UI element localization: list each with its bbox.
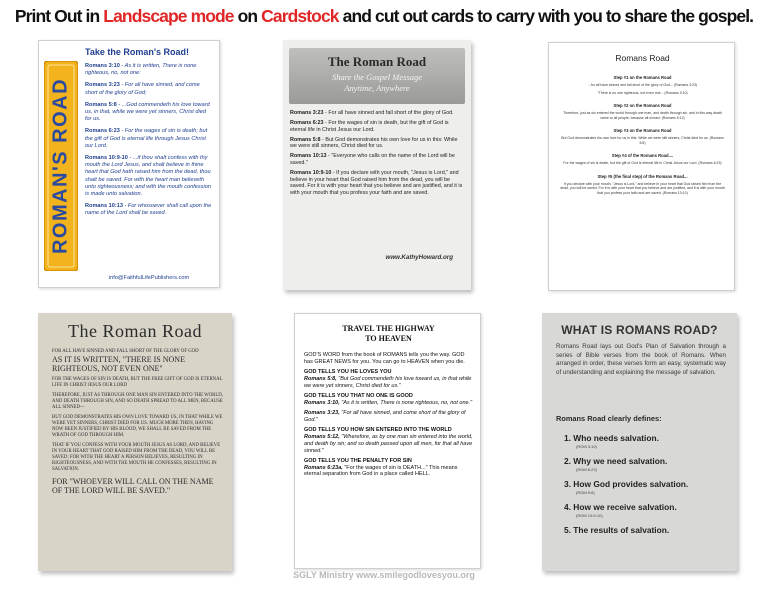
banner-text: ROMAN'S ROAD xyxy=(49,77,72,255)
card6-list-ref: (ROM 3:10) xyxy=(576,444,597,449)
card3-step-text: "There is no one righteous, not even one... (Romans 3:10) xyxy=(597,90,688,95)
card5-section-text: Romans 6:23a, "For the wages of sin is DEATH..." This means eternal separation from God in a place called HELL. xyxy=(304,464,458,478)
card2-website: www.KathyHoward.org xyxy=(385,254,453,261)
card1-verse: Romans 3:10 - As it is written, There is none righteous, no, not one: xyxy=(85,63,197,77)
card3-step-text: For the wages of sin is death, but the gift of God is eternal life in Christ Jesus our Lord. (Romans 6:23) xyxy=(563,161,722,165)
card5-title-line: TO HEAVEN xyxy=(365,334,412,343)
card5-section-text: Romans 5:8, "But God commendeth his love toward us, in that while we were yet sinners, Christ died for us." xyxy=(304,375,472,389)
card5-title xyxy=(295,324,481,344)
card1-verse: Romans 10:9-10 - ...if thou shalt confess with thy mouth the Lord Jesus, and shalt believe in thine heart that God hath raised him from the dead, thou shalt be saved. For with the heart man believeth unto righteousness; and with the mouth confession is made unto salvation. xyxy=(85,155,211,198)
card5-section-head: GOD TELLS YOU THAT NO ONE IS GOOD xyxy=(304,393,413,400)
card4-verse: FOR "WHOEVER WILL CALL ON THE NAME OF THE LORD WILL BE SAVED." xyxy=(52,477,214,495)
card3-step-label: Step #3 on the Romans Road xyxy=(613,128,672,133)
card4-verse: FOR THE WAGES OF SIN IS DEATH, BUT THE FREE GIFT OF GOD IS ETERNAL LIFE IN CHRIST JESUS OUR LORD xyxy=(52,377,223,388)
card6-list-ref: (ROM 10:9-10) xyxy=(576,513,603,518)
card3-step-label: Step #1 on the Romans Road xyxy=(613,75,672,80)
card1-verse: Romans 6:23 - For the wages of sin is death; but the gift of God is eternal life through Jesus Christ our Lord. xyxy=(85,128,208,149)
card4-verse: FOR ALL HAVE SINNED AND FALL SHORT OF THE GLORY OF GOD AS IT IS WRITTEN, "THERE IS NONE RIGHTEOUS, NOT EVEN ONE" xyxy=(52,349,224,373)
card2-verse: Romans 3:23 - For all have sinned and fall short of the glory of God. xyxy=(290,110,454,116)
card5-section-head: GOD TELLS YOU THE PENALTY FOR SIN xyxy=(304,458,412,465)
card3-step-label: Step #5 (the final step) of the Romans Road... xyxy=(597,173,688,179)
card1-verses xyxy=(85,63,213,223)
header-landscape: Landscape mode xyxy=(103,6,234,26)
card4-verse: THAT IF YOU CONFESS WITH YOUR MOUTH JESUS AS LORD, AND BELIEVE IN YOUR HEART THAT GOD RAISED HIM FROM THE DEAD, YOU WILL BE SAVED; FOR WITH THE HEART A PERSON BELIEVES, RESULTING IN RIGHTEOUSNESS, AND WITH THE MOUTH HE CONFESSES, RESULTING IN SALVATION. xyxy=(52,443,221,472)
card2-verse: Romans 6:23 - For the wages of sin is death, but the gift of God is eternal life in Christ Jesus our Lord. xyxy=(290,120,449,133)
card6-list-item: 1. Who needs salvation. xyxy=(564,433,659,443)
page-header xyxy=(0,6,768,27)
card-roman-road-vintage xyxy=(38,313,232,571)
header-text-2: on xyxy=(233,6,262,26)
card4-verse-emphasis: AS IT IS WRITTEN, "THERE IS NONE RIGHTEOUS, NOT EVEN ONE" xyxy=(52,355,185,373)
header-text-1: Print Out in xyxy=(14,6,104,26)
card5-section-head: GOD TELLS YOU HOW SIN ENTERED INTO THE WORLD xyxy=(304,427,452,434)
card4-title: The Roman Road xyxy=(68,321,202,341)
card2-subtitle xyxy=(289,72,465,94)
card3-step-text: Therefore, just as sin entered the world through one man, and death through sin, and in this way death came to all people, because all sinned. (Romans 5:12) xyxy=(563,111,722,120)
card6-intro: Romans Road lays out God's Plan of Salvation through a series of Bible verses from the book of Romans. When arranged in order, these verses form an easy, systematic way of understanding and explaining the message of salvation. xyxy=(556,343,726,376)
card2-verse: Romans 10:9-10 - If you declare with your mouth, "Jesus is Lord," and believe in your heart that God raised him from the dead, you will be saved. For it is with your heart that you believe and are justified, and it is with your mouth that you profess your faith and are saved. xyxy=(290,170,463,196)
card-take-romans-road xyxy=(38,40,220,288)
card3-step-text: But God demonstrates his own love for us in this: While we were still sinners, Christ died for us. (Romans 5:8) xyxy=(561,136,724,145)
card6-list-ref: (ROM 5:8) xyxy=(576,490,595,495)
card5-intro: GOD'S WORD from the book of ROMANS tells you the way. GOD has GREAT NEWS for you. You can go to HEAVEN when you die. xyxy=(304,352,465,365)
card-what-is-romans-road xyxy=(542,313,737,571)
card5-section-text: Romans 5:12, "Wherefore, as by one man sin entered into the world, and death by sin; and so death passed upon all men, for that all have sinned." xyxy=(304,433,473,454)
card2-header xyxy=(289,48,465,104)
card4-verse: THEREFORE, JUST AS THROUGH ONE MAN SIN ENTERED INTO THE WORLD, AND DEATH THROUGH SIN, AND SO DEATH SPREAD TO ALL MEN, BECAUSE ALL SINNED— xyxy=(52,393,223,410)
card2-verses xyxy=(290,110,464,200)
card-roman-road-kathy xyxy=(283,40,471,290)
card6-subtitle: Romans Road clearly defines: xyxy=(556,414,662,423)
card6-list-item: 4. How we receive salvation. xyxy=(564,502,677,512)
card1-verse: Romans 10:13 - For whosoever shall call upon the name of the Lord shall be saved. xyxy=(85,203,212,217)
card5-body xyxy=(304,352,474,482)
card5-section-text: Romans 3:10, "As it is written, There is none righteous, no, not one." xyxy=(304,399,473,406)
header-cardstock: Cardstock xyxy=(261,6,339,26)
card2-verse: Romans 10:13 - "Everyone who calls on the name of the Lord will be saved." xyxy=(290,153,455,167)
card3-step-label: Step #2 on the Romans Road xyxy=(613,103,672,108)
card6-list-item: 5. The results of salvation. xyxy=(564,525,670,535)
card3-title: Romans Road xyxy=(615,53,670,63)
page-footer: SGLY Ministry www.smilegodlovesyou.org xyxy=(293,570,475,580)
card2-subtitle-line: Share the Gospel Message xyxy=(331,72,423,82)
card3-step-text: If you declare with your mouth, "Jesus is Lord," and believe in your heart that God raised him from the dead, you will be saved. For it is with your heart that you believe and are justified, and it is with your mouth that you profess your faith and are saved. (Romans 10:10) xyxy=(560,181,725,195)
card6-list-item: 3. How God provides salvation. xyxy=(564,479,689,489)
card3-step-label: Step #4 of the Romans Road.... xyxy=(611,153,674,158)
card2-title: The Roman Road xyxy=(327,54,427,69)
card6-title: WHAT IS ROMANS ROAD? xyxy=(561,323,718,337)
card1-verse: Romans 3:23 - For all have sinned, and come short of the glory of God; xyxy=(85,82,200,96)
header-text-3: and cut out cards to carry with you to share the gospel. xyxy=(338,6,754,26)
card3-steps xyxy=(559,67,726,195)
card5-section-head: GOD TELLS YOU HE LOVES YOU xyxy=(304,369,392,376)
card1-verse: Romans 5:8 - ...God commendeth his love toward us, in that, while we were yet sinners, Christ died for us. xyxy=(85,101,210,123)
card3-step-text: ...for all have sinned and fall short of the glory of God... (Romans 3:23) xyxy=(587,83,698,87)
card5-title-line: TRAVEL THE HIGHWAY xyxy=(342,324,435,333)
card6-list xyxy=(564,433,724,535)
card2-subtitle-line: Anytime, Anywhere xyxy=(344,83,410,93)
card6-list-item: 2. Why we need salvation. xyxy=(564,456,668,466)
card1-email: info@FaithfulLifePublishers.com xyxy=(108,275,190,281)
card5-section-text: Romans 3:23, "For all have sinned, and come short of the glory of God." xyxy=(304,410,466,423)
card2-verse: Romans 5:8 - But God demonstrates his own love for us in this: While we were still sinners, Christ died for us. xyxy=(290,136,458,150)
card4-verses xyxy=(52,349,224,499)
card1-title: Take the Roman's Road! xyxy=(85,47,189,57)
card-romans-road-steps xyxy=(548,42,735,291)
card6-list-ref: (ROM 6:23) xyxy=(576,467,597,472)
card4-verse: BUT GOD DEMONSTRATES HIS OWN LOVE TOWARD US, IN THAT WHILE WE WERE YET SINNERS, CHRIST DIED FOR US. MUCH MORE THEN, HAVING NOW BEEN JUSTIFIED BY HIS BLOOD, WE SHALL BE SAVED FROM THE WRATH OF GOD THROUGH HIM. xyxy=(52,415,223,438)
card-travel-highway xyxy=(294,313,481,569)
romans-road-banner-icon xyxy=(44,61,78,271)
